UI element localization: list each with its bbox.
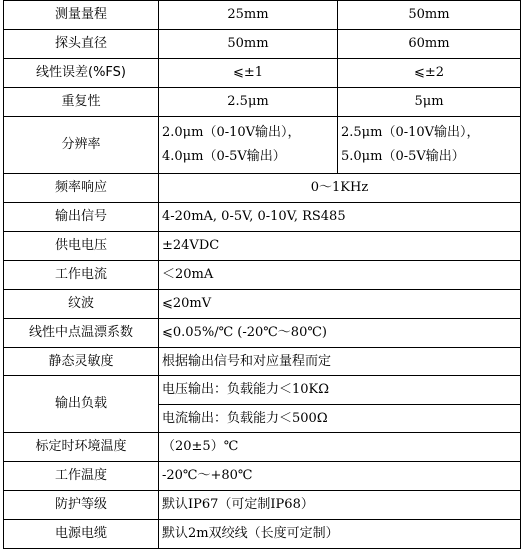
table-row: [4, 88, 521, 117]
row-label: 工作温度: [4, 462, 159, 491]
table-row: [4, 174, 521, 203]
spec-table: [3, 0, 521, 549]
cell-value: 25mm: [159, 1, 338, 30]
cell-value: ±24VDC: [159, 232, 521, 261]
row-label: 输出负载: [4, 376, 159, 433]
cell-value: 5μm: [338, 88, 521, 117]
row-label: 探头直径: [4, 30, 159, 59]
row-label: 静态灵敏度: [4, 348, 159, 376]
cell-value: ⩽0.05%/℃ (-20℃～80℃): [159, 319, 521, 348]
cell-value: ＜20mA: [159, 261, 521, 290]
resolution-line: 2.5μm（0-10V输出），: [341, 125, 480, 140]
table-row: [4, 290, 521, 319]
table-row: [4, 232, 521, 261]
cell-value: 4-20mA, 0-5V, 0-10V, RS485: [159, 203, 521, 232]
cell-value: 50mm: [159, 30, 338, 59]
resolution-line: 5.0μm（0-5V输出）: [341, 149, 465, 164]
cell-value: ⩽20mV: [159, 290, 521, 319]
table-row: [4, 491, 521, 520]
cell-value: （20±5）℃: [159, 433, 521, 462]
cell-value: 60mm: [338, 30, 521, 59]
row-label: 供电电压: [4, 232, 159, 261]
cell-value: 电压输出：负载能力＜10KΩ: [159, 376, 521, 405]
table-row: [4, 462, 521, 491]
row-label: 频率响应: [4, 174, 159, 203]
cell-value: 2.5μm: [159, 88, 338, 117]
cell-value: 默认2m双绞线（长度可定制）: [159, 520, 521, 549]
table-row: [4, 1, 521, 30]
row-label: 线性中点温漂系数: [4, 319, 159, 348]
row-label: 输出信号: [4, 203, 159, 232]
table-row: [4, 376, 521, 405]
table-row: [4, 348, 521, 376]
cell-value: [338, 117, 521, 174]
row-label: 防护等级: [4, 491, 159, 520]
table-row: [4, 203, 521, 232]
row-label: 纹波: [4, 290, 159, 319]
table-row: [4, 261, 521, 290]
row-label: 重复性: [4, 88, 159, 117]
row-label: 线性误差(%FS): [4, 59, 159, 88]
resolution-line: 4.0μm（0-5V输出）: [162, 149, 286, 164]
table-row: [4, 59, 521, 88]
cell-value: 50mm: [338, 1, 521, 30]
row-label: 工作电流: [4, 261, 159, 290]
cell-value: -20℃～+80℃: [159, 462, 521, 491]
cell-value: 默认IP67（可定制IP68）: [159, 491, 521, 520]
row-label: 标定时环境温度: [4, 433, 159, 462]
table-row: [4, 520, 521, 549]
cell-value: 电流输出：负载能力＜500Ω: [159, 405, 521, 433]
cell-value: [159, 117, 338, 174]
table-row: [4, 319, 521, 348]
row-label: 电源电缆: [4, 520, 159, 549]
table-row: [4, 433, 521, 462]
table-row: [4, 30, 521, 59]
cell-value: 根据输出信号和对应量程而定: [159, 348, 521, 376]
cell-value: 0～1KHz: [159, 174, 521, 203]
table-row: [4, 117, 521, 174]
resolution-line: 2.0μm（0-10V输出），: [162, 125, 301, 140]
row-label: 分辨率: [4, 117, 159, 174]
cell-value: ⩽±1: [159, 59, 338, 88]
cell-value: ⩽±2: [338, 59, 521, 88]
row-label: 测量量程: [4, 1, 159, 30]
